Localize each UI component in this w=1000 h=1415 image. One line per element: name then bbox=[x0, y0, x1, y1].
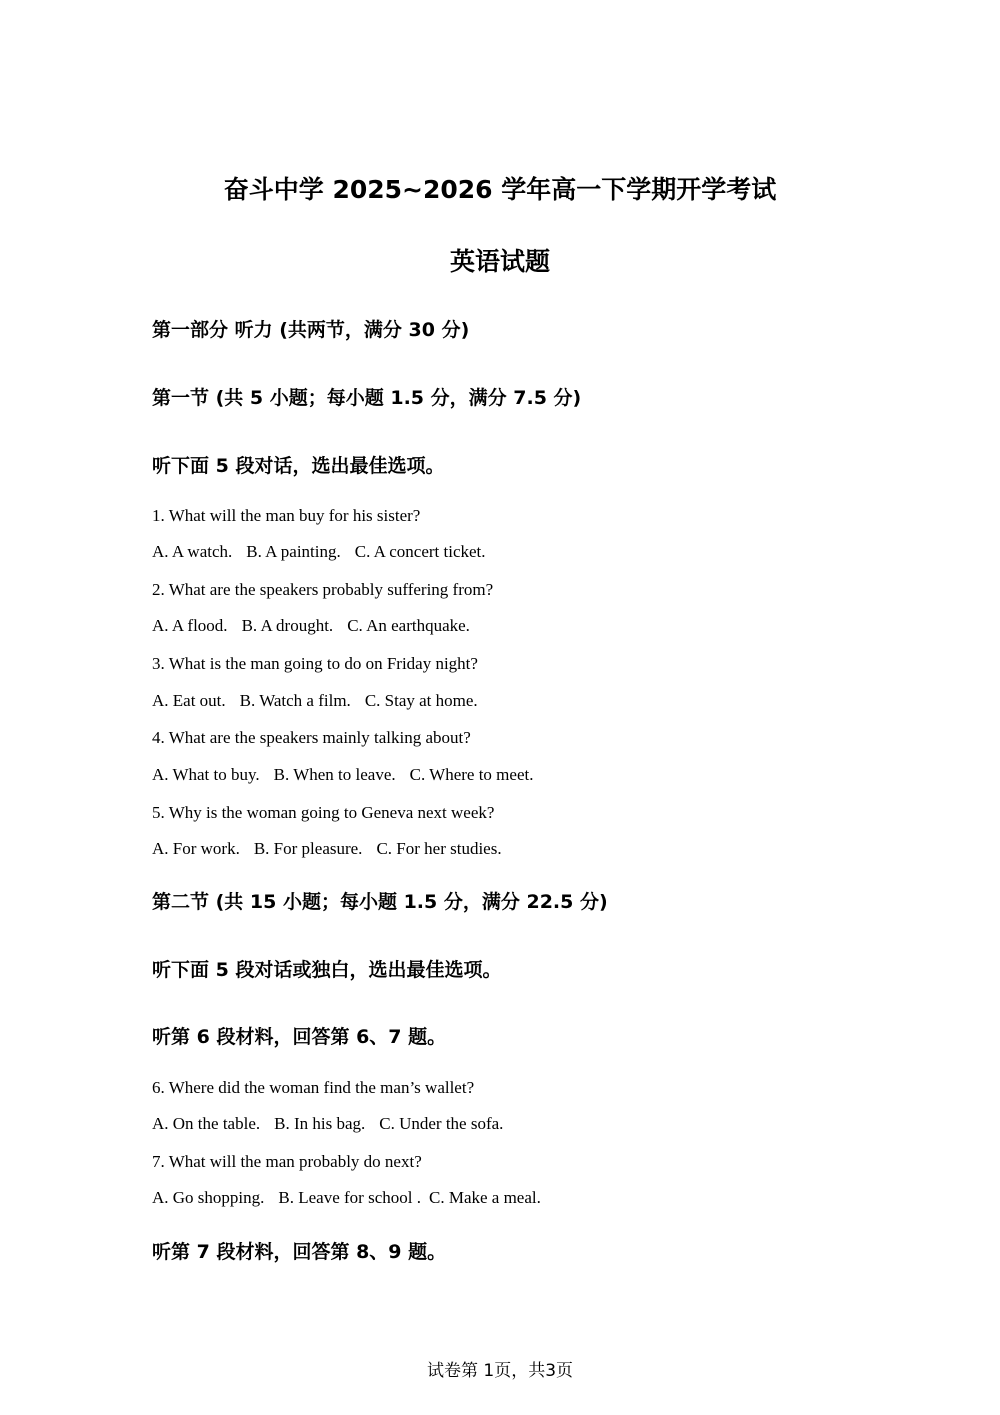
material-6-heading: 听第 6 段材料，回答第 6、7 题。 bbox=[152, 1026, 447, 1048]
option-c: C. For her studies. bbox=[376, 839, 502, 858]
option-b: B. Leave for school . bbox=[278, 1188, 421, 1207]
option-a: A. What to buy. bbox=[152, 765, 260, 784]
option-b: B. When to leave. bbox=[273, 765, 396, 784]
option-b: B. A drought. bbox=[241, 616, 334, 635]
option-c: C. An earthquake. bbox=[347, 616, 470, 635]
question-2: 2. What are the speakers probably suffering from? bbox=[152, 580, 494, 599]
option-c: C. Where to meet. bbox=[409, 765, 534, 784]
question-5: 5. Why is the woman going to Geneva next week? bbox=[152, 803, 495, 822]
option-c: C. Stay at home. bbox=[364, 691, 478, 710]
exam-title: 奋斗中学 2025~2026 学年高一下学期开学考试 bbox=[223, 175, 777, 204]
question-1-options bbox=[152, 542, 500, 562]
question-1: 1. What will the man buy for his sister? bbox=[152, 506, 421, 525]
option-b: B. Watch a film. bbox=[239, 691, 351, 710]
question-2-options bbox=[152, 616, 484, 636]
exam-subtitle: 英语试题 bbox=[449, 247, 550, 276]
option-c: C. A concert ticket. bbox=[354, 542, 486, 561]
option-c: C. Under the sofa. bbox=[379, 1114, 504, 1133]
section-heading-1: 第一节 (共 5 小题；每小题 1.5 分，满分 7.5 分) bbox=[152, 387, 582, 409]
question-5-options bbox=[152, 839, 516, 859]
option-a: A. Go shopping. bbox=[152, 1188, 265, 1207]
option-c: C. Make a meal. bbox=[428, 1188, 541, 1207]
question-4: 4. What are the speakers mainly talking about? bbox=[152, 728, 471, 747]
option-a: A. Eat out. bbox=[152, 691, 226, 710]
option-a: A. A watch. bbox=[152, 542, 233, 561]
material-7-heading: 听第 7 段材料，回答第 8、9 题。 bbox=[152, 1241, 447, 1263]
question-4-options bbox=[152, 765, 547, 785]
instruction-2: 听下面 5 段对话或独白，选出最佳选项。 bbox=[152, 959, 502, 981]
option-b: B. In his bag. bbox=[274, 1114, 366, 1133]
part-heading: 第一部分 听力 (共两节，满分 30 分) bbox=[152, 319, 470, 341]
instruction-1: 听下面 5 段对话，选出最佳选项。 bbox=[152, 455, 445, 477]
question-7: 7. What will the man probably do next? bbox=[152, 1152, 422, 1171]
option-a: A. On the table. bbox=[152, 1114, 261, 1133]
page-footer: 试卷第 1页，共3页 bbox=[426, 1361, 574, 1381]
option-b: B. A painting. bbox=[246, 542, 341, 561]
question-7-options bbox=[152, 1188, 555, 1208]
option-a: A. For work. bbox=[152, 839, 240, 858]
option-a: A. A flood. bbox=[152, 616, 228, 635]
section-heading-2: 第二节 (共 15 小题；每小题 1.5 分，满分 22.5 分) bbox=[152, 891, 608, 913]
question-3-options bbox=[152, 691, 492, 711]
question-6: 6. Where did the woman find the man’s wallet? bbox=[152, 1078, 475, 1097]
question-6-options bbox=[152, 1114, 517, 1134]
option-b: B. For pleasure. bbox=[253, 839, 363, 858]
question-3: 3. What is the man going to do on Friday night? bbox=[152, 654, 478, 673]
